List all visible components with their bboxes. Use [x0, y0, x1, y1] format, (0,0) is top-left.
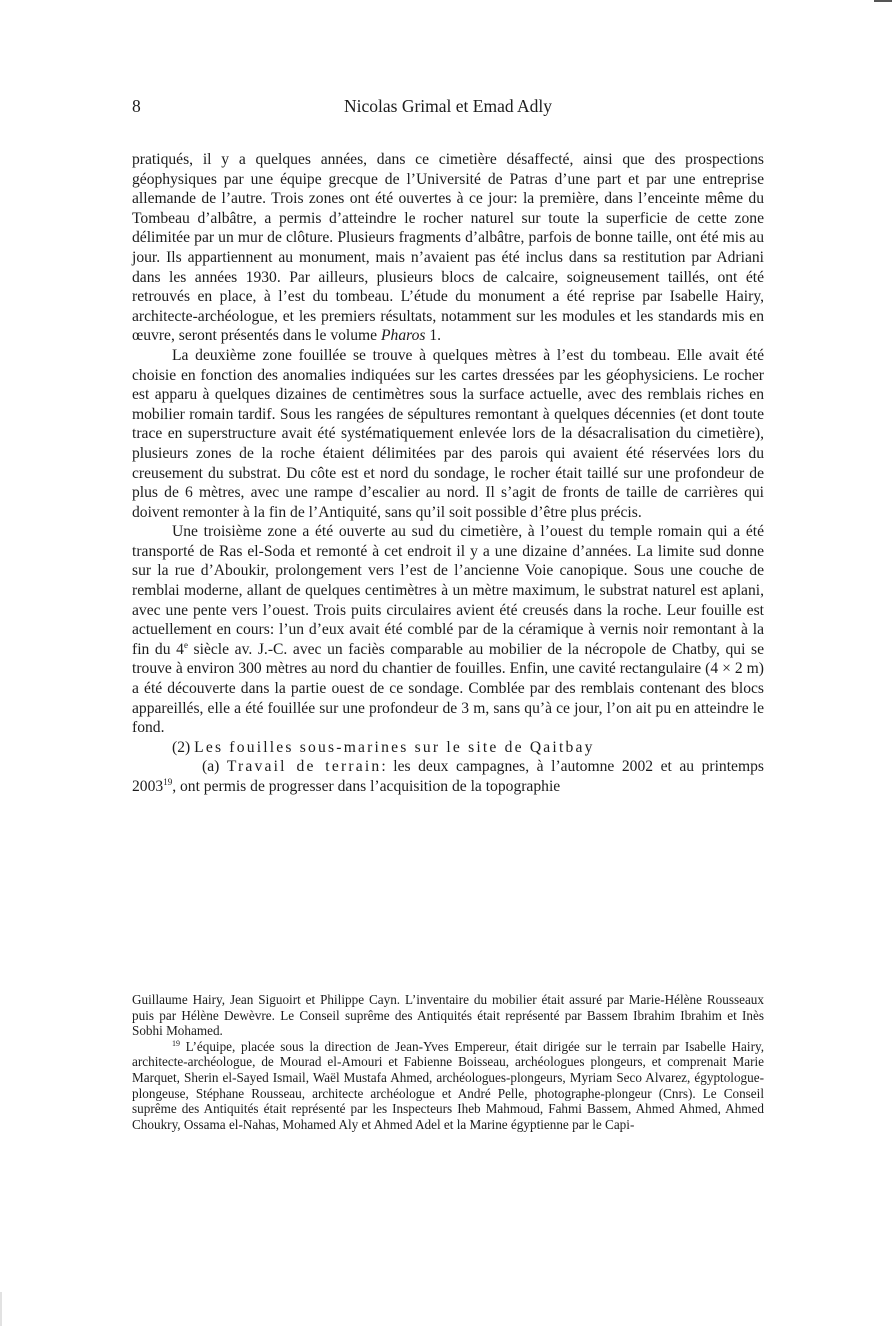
page-header — [132, 96, 764, 120]
footnote-ref-19: 19 — [163, 777, 173, 787]
scan-edge-mark — [0, 1292, 2, 1326]
running-title: Nicolas Grimal et Emad Adly — [343, 96, 552, 116]
section-heading: (2) Les fouilles sous-marines sur le site de Qaitbay — [172, 738, 595, 756]
subsection-heading: Travail de terrain — [226, 758, 382, 776]
footnote-19: $^{19}$ L’équipe, placée sous la direction de Jean-Yves Empereur, était dirigée sur le terrain par Isabelle Hairy, architecte-archéologue, de Mourad el-Amouri et Fabienne Boisseau, archéologues plongeurs, et comprenait Marie Marquet, Sherin el-Sayed Ismail, Waël Mustafa Ahmed, archéologues-plongeurs, Myriam Seco Alvarez, égyptologue-plongeuse, Stéphane Rousseau, architecte archéologue et André Pelle, photographe-plongeur (Cnrs). Le Conseil suprême des Antiquités était représenté par les Inspecteurs Iheb Mahmoud, Fahmi Bassem, Ahmed Ahmed, Ahmed Choukry, Ossama el-Nahas, Mohamed Aly et Ahmed Adel et la Marine égyptienne par le Capi- — [132, 1038, 764, 1132]
footnote-19-mark: 19 — [172, 1038, 180, 1048]
superscript-e: e — [183, 639, 188, 650]
paragraph-1: pratiqués, il y a quelques années, dans ce cimetière désaffecté, ainsi que des prospections géophysiques par une équipe grecque de l’Université de Patras d’une part et par une entreprise allemande de l’autre. Trois zones ont été ouvertes à ce jour: la première, dans l’enceinte même du Tombeau d’albâtre, a permis d’atteindre le rocher naturel sur toute la superficie de cette zone délimitée par un mur de clôture. Plusieurs fragments d’albâtre, parfois de bonne taille, ont été mis au jour. Ils appartiennent au monument, mais n’avaient pas été inclus dans sa restitution par Adriani dans les années 1930. Par ailleurs, plusieurs blocs de calcaire, soigneusement taillés, ont été retrouvés en place, à l’est du tombeau. L’étude du monument a été reprise par Isabelle Hairy, architecte-archéologue, et les premiers résultats, notamment sur les modules et les standards mis en œuvre, seront présentés dans le volume Pharos 1. — [132, 151, 764, 345]
footnote-continued: Guillaume Hairy, Jean Siguoirt et Philippe Cayn. L’inventaire du mobilier était assuré par Marie-Hélène Rousseaux puis par Hélène Dewèvre. Le Conseil suprême des Antiquités était représenté par Bassem Ibrahim Ibrahim et Inès Sobhi Mohamed. — [132, 992, 764, 1039]
top-edge-rule — [874, 0, 892, 2]
body-text — [132, 150, 764, 797]
paragraph-2: La deuxième zone fouillée se trouve à quelques mètres à l’est du tombeau. Elle avait été choisie en fonction des anomalies indiquées sur les cartes dressées par les géophysiciens. Le rocher est apparu à quelques dizaines de centimètres sous la surface actuelle, avec des remblais riches en mobilier romain tardif. Sous les rangées de sépultures remontant à quelques décennies (et dont toute trace en superstructure avait été systématiquement enlevée lors de la désacralisation du cimetière), plusieurs zones de la roche étaient délimitées par des parois qui avaient été réservées lors du creusement du substrat. Du côte est et nord du sondage, le rocher était taillé sur une profondeur de plus de 6 mètres, avec une rampe d’escalier au nord. Il s’agit de fronts de taille de carrières qui doivent remonter à la fin de l’Antiquité, sans qu’il soit possible d’être plus précis. — [132, 346, 764, 521]
footnotes — [132, 992, 764, 1132]
subsection-paragraph: (a) Travail de terrain: les deux campagnes, à l’automne 2002 et au printemps 2003$^{19}$, ont permis de progresser dans l’acquisition de la topographie — [132, 758, 764, 795]
paragraph-3: Une troisième zone a été ouverte au sud du cimetière, à l’ouest du temple romain qui a été transporté de Ras el-Soda et remonté à cet endroit il y a une dizaine d’années. La limite sud donne sur la rue d’Aboukir, prolongement vers l’est de l’ancienne Voie canopique. Sous une couche de remblai moderne, allant de quelques centimètres à un mètre maximum, le substrat naturel est aplani, avec une pente vers l’ouest. Trois puits circulaires avient été creusés dans la roche. Leur fouille est actuellement en cours: l’un d’eux avait été comblé par de la céramique à vernis noir remontant à la fin du 4e siècle av. J.-C. avec un faciès comparable au mobilier de la nécropole de Chatby, qui se trouve à environ 300 mètres au nord du chantier de fouilles. Enfin, une cavité rectangulaire (4 × 2 m) a été découverte dans la partie ouest de ce sondage. Comblée par des remblais contenant des blocs appareillés, elle a été fouillée sur une profondeur de 3 m, sans qu’à ce jour, l’on ait pu en atteindre le fond. — [132, 523, 764, 737]
page-number: 8 — [132, 96, 141, 116]
volume-title: Pharos — [381, 327, 426, 345]
